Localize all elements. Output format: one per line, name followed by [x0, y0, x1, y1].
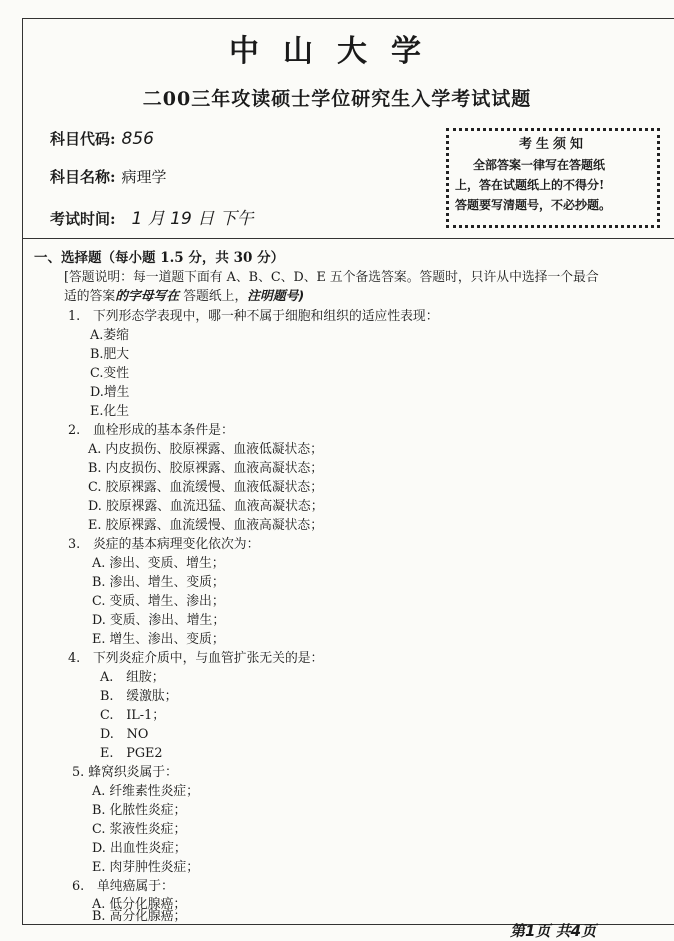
- option: D. 出血性炎症；: [92, 841, 187, 856]
- notice-line-2: 上，答在试题纸上的不得分!: [455, 178, 605, 192]
- instruction-text-a: 适的答案: [64, 289, 116, 304]
- option: B.肥大: [90, 347, 130, 362]
- section-title: 一、选择题: [34, 250, 102, 266]
- option: B. 高分化腺癌；: [92, 909, 187, 924]
- option: B. 化脓性炎症；: [92, 803, 187, 818]
- question-stem: 4. 下列炎症介质中，与血管扩张无关的是：: [68, 651, 324, 666]
- instruction-handwritten-2: 注明题号): [247, 289, 305, 304]
- option: C. IL-1；: [100, 708, 166, 723]
- option: A. 纤维素性炎症；: [92, 784, 199, 799]
- question-stem: 5. 蜂窝织炎属于：: [72, 765, 178, 780]
- option: A. 内皮损伤、胶原裸露、血液低凝状态；: [88, 442, 323, 457]
- exam-time-label: 考试时间:: [50, 210, 116, 228]
- option: C. 胶原裸露、血流缓慢、血液低凝状态；: [88, 480, 324, 495]
- notice-line-1: 全部答案一律写在答题纸: [473, 158, 606, 172]
- option: A. 渗出、变质、增生；: [92, 556, 225, 571]
- page-number: 第1页 共4页: [510, 922, 597, 940]
- option: D. NO: [100, 727, 149, 742]
- subject-name-label: 科目名称:: [50, 168, 116, 186]
- option: D. 变质、渗出、增生；: [92, 613, 226, 628]
- instruction-line-1: [答题说明：每一道题下面有 A、B、C、D、E 五个备选答案。答题时，只许从中选择一个最合: [64, 270, 599, 285]
- option: E. 增生、渗出、变质；: [92, 632, 225, 647]
- section-score: （每小题 1.5 分，共 30 分）: [101, 250, 285, 266]
- question-stem: 1. 下列形态学表现中，哪一种不属于细胞和组织的适应性表现：: [68, 309, 439, 324]
- option: C. 变质、增生、渗出；: [92, 594, 225, 609]
- option: B. 渗出、增生、变质；: [92, 575, 225, 590]
- subject-code-row: [50, 128, 154, 149]
- option: D.增生: [90, 385, 130, 400]
- notice-title: 考生须知: [518, 137, 587, 152]
- exam-title: 二00三年攻读硕士学位研究生入学考试试题: [142, 88, 532, 110]
- university-name: 中山大学: [229, 34, 445, 69]
- option: E. PGE2: [100, 746, 163, 761]
- header-separator: [22, 238, 674, 239]
- subject-name-value: 病理学: [121, 168, 167, 186]
- option: B. 缓激肽；: [100, 689, 178, 704]
- question-stem: 2. 血栓形成的基本条件是：: [68, 423, 234, 438]
- exam-time-value: 1 月 19 日 下午: [131, 209, 254, 229]
- subject-name-row: [50, 166, 167, 187]
- question-stem: 3. 炎症的基本病理变化依次为：: [68, 537, 260, 552]
- instruction-line-2: [64, 285, 304, 304]
- option: C.变性: [90, 366, 129, 381]
- option: A.萎缩: [90, 328, 129, 343]
- option: B. 内皮损伤、胶原裸露、血液高凝状态；: [88, 461, 324, 476]
- section-heading: [34, 246, 284, 266]
- exam-time-row: [50, 204, 254, 229]
- option: C. 浆液性炎症；: [92, 822, 187, 837]
- question-stem: 6. 单纯癌属于：: [72, 879, 174, 894]
- option: D. 胶原裸露、血流迅猛、血液高凝状态；: [88, 499, 324, 514]
- option: E. 胶原裸露、血流缓慢、血液高凝状态；: [88, 518, 324, 533]
- subject-code-value: 856: [121, 129, 154, 149]
- option: E.化生: [90, 404, 130, 419]
- notice-line-3: 答题要写清题号，不必抄题。: [455, 198, 612, 212]
- candidate-notice-box: [446, 128, 660, 228]
- instruction-handwritten-1: 的字母写在: [115, 289, 180, 304]
- instruction-text-b: 答题纸上，: [183, 289, 248, 304]
- subject-code-label: 科目代码:: [50, 130, 116, 148]
- option: E. 肉芽肿性炎症；: [92, 860, 200, 875]
- option: A. 组胺；: [100, 670, 165, 685]
- option: A. 低分化腺癌；: [92, 897, 187, 912]
